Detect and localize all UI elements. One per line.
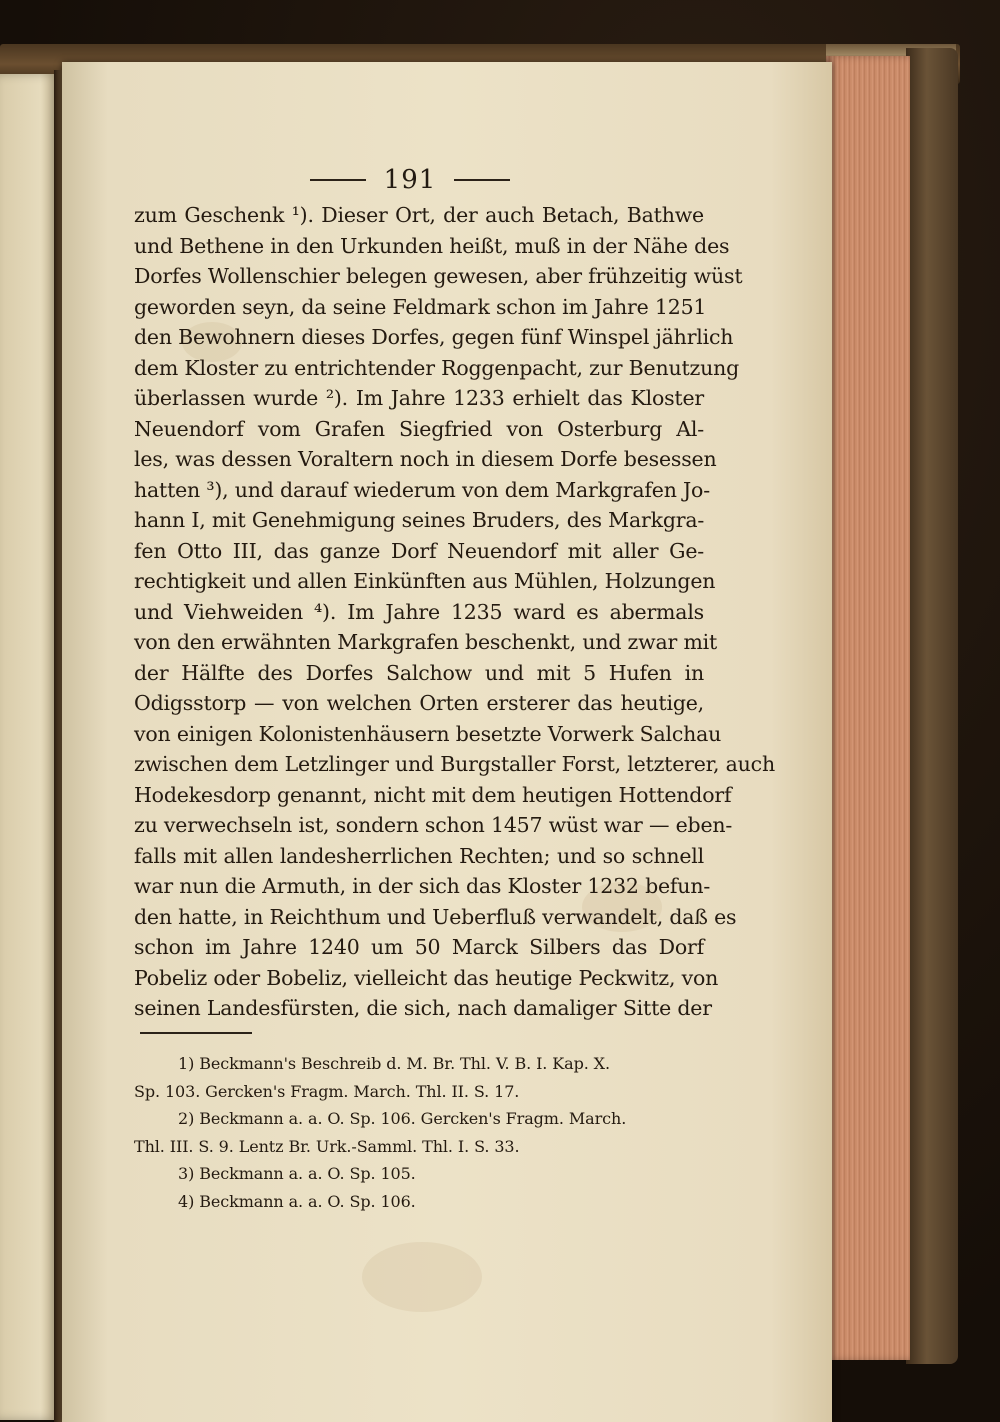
text-line: überlassen wurde ²). Im Jahre 1233 erhielt das Kloster (134, 386, 704, 410)
header-dash-left (310, 179, 366, 181)
text-line: Odigsstorp — von welchen Orten ersterer das heutige, (134, 691, 704, 715)
page-fore-edge (826, 56, 910, 1360)
text-line: Hodekesdorp genannt, nicht mit dem heutigen Hottendorf (134, 782, 732, 807)
footnote-line: 4) Beckmann a. a. O. Sp. 106. (178, 1191, 416, 1211)
text-line: von den erwähnten Markgrafen beschenkt, und zwar mit (134, 630, 718, 654)
footnote-line: 1) Beckmann's Beschreib d. M. Br. Thl. V. B. I. Kap. X. (178, 1054, 610, 1073)
text-line: und Viehweiden ⁴). Im Jahre 1235 ward es abermals (134, 599, 704, 624)
footnote-line: Sp. 103. Gercken's Fragm. March. Thl. II. S. 17. (134, 1081, 520, 1101)
paper-stain (362, 1242, 482, 1312)
left-page-edge (0, 74, 58, 1420)
text-line: Neuendorf vom Grafen Siegfried von Osterburg Al- (134, 416, 704, 441)
page-number: 191 (383, 165, 437, 195)
page-header (300, 160, 520, 200)
footnotes (134, 1050, 706, 1215)
book-cover-spine (906, 48, 958, 1364)
footnote-line: 2) Beckmann a. a. O. Sp. 106. Gercken's Fragm. March. (178, 1109, 627, 1128)
text-line: rechtigkeit und allen Einkünften aus Mühlen, Holzungen (134, 569, 716, 593)
text-line: fen Otto III, das ganze Dorf Neuendorf mit aller Ge- (134, 538, 704, 563)
footnote-rule (140, 1032, 252, 1034)
text-line: les, was dessen Voraltern noch in diesem Dorfe besessen (134, 447, 717, 471)
text-line: der Hälfte des Dorfes Salchow und mit 5 Hufen in (134, 660, 704, 685)
text-line: den hatte, in Reichthum und Ueberfluß verwandelt, daß es (134, 904, 737, 929)
text-line: und Bethene in den Urkunden heißt, muß in der Nähe des (134, 233, 730, 258)
text-line: zum Geschenk ¹). Dieser Ort, der auch Betach, Bathwe (134, 203, 704, 227)
header-dash-right (454, 179, 510, 181)
footnote-line: Thl. III. S. 9. Lentz Br. Urk.-Samml. Thl. I. S. 33. (134, 1136, 520, 1156)
text-line: dem Kloster zu entrichtender Roggenpacht, zur Benutzung (134, 355, 740, 380)
text-line: seinen Landesfürsten, die sich, nach damaliger Sitte der (134, 996, 712, 1020)
text-line: Pobeliz oder Bobeliz, vielleicht das heutige Peckwitz, von (134, 965, 719, 990)
text-line: von einigen Kolonistenhäusern besetzte Vorwerk Salchau (134, 721, 722, 746)
text-line: hann I, mit Genehmigung seines Bruders, des Markgra- (134, 508, 705, 532)
text-line: hatten ³), und darauf wiederum von dem Markgrafen Jo- (134, 477, 710, 502)
text-line: zwischen dem Letzlinger und Burgstaller Forst, letzterer, auch (134, 752, 775, 776)
text-line: geworden seyn, da seine Feldmark schon im Jahre 1251 (134, 294, 707, 319)
footnote-line: 3) Beckmann a. a. O. Sp. 105. (178, 1164, 416, 1183)
text-line: zu verwechseln ist, sondern schon 1457 wüst war — eben- (134, 813, 733, 837)
body-text (134, 200, 775, 1024)
text-line: war nun die Armuth, in der sich das Kloster 1232 befun- (134, 874, 711, 898)
text-line: den Bewohnern dieses Dorfes, gegen fünf Winspel jährlich (134, 325, 734, 349)
text-line: schon im Jahre 1240 um 50 Marck Silbers das Dorf (134, 935, 704, 959)
text-line: Dorfes Wollenschier belegen gewesen, aber frühzeitig wüst (134, 264, 743, 288)
text-line: falls mit allen landesherrlichen Rechten; und so schnell (134, 843, 704, 868)
